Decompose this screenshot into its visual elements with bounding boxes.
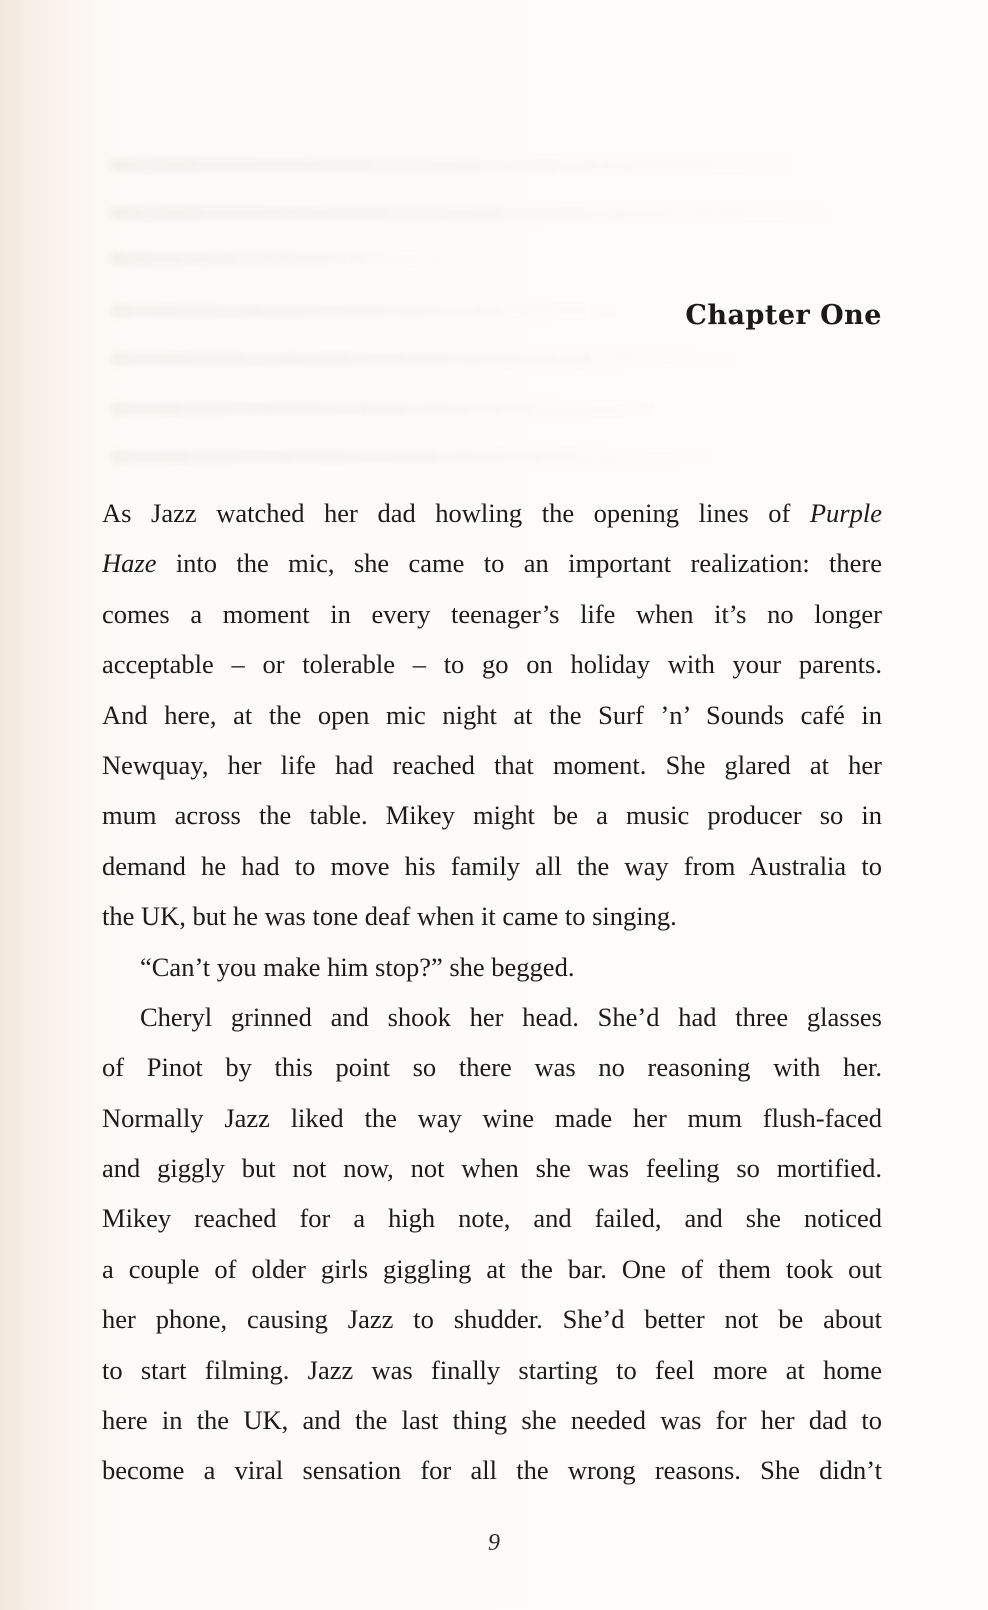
text-line: [102, 740, 882, 790]
text-line: [102, 589, 882, 639]
text-segment: of Pinot by this point so there was no reasoning with her.: [102, 1052, 882, 1083]
text-segment: Cheryl grinned and shook her head. She’d had three glasses: [140, 1001, 882, 1032]
show-through-mark: [110, 352, 750, 366]
text-line: [102, 690, 882, 740]
text-line: [102, 1093, 882, 1143]
text-line: [102, 1244, 882, 1294]
text-segment: a couple of older girls giggling at the bar. One of them took out: [102, 1253, 882, 1284]
show-through-mark: [110, 450, 730, 464]
text-line: [102, 1294, 882, 1344]
text-line: [102, 1042, 882, 1092]
show-through-mark: [110, 158, 810, 172]
text-segment: mum across the table. Mikey might be a music producer so in: [102, 800, 882, 831]
text-line: [102, 639, 882, 689]
show-through-mark: [110, 252, 450, 266]
text-line: [102, 1395, 882, 1445]
italic-text: Purple: [809, 498, 882, 528]
text-segment: As Jazz watched her dad howling the opening lines of: [102, 498, 810, 528]
text-line: [102, 841, 882, 891]
text-line: [102, 1345, 882, 1395]
text-line: [102, 891, 882, 941]
text-segment: and giggly but not now, not when she was feeling so mortified.: [102, 1153, 882, 1184]
text-line: [102, 992, 882, 1042]
italic-text: Haze: [102, 548, 157, 579]
text-segment: her phone, causing Jazz to shudder. She’d better not be about: [102, 1304, 882, 1335]
text-line: [102, 1143, 882, 1193]
chapter-title: Chapter One: [685, 300, 882, 331]
text-line: [102, 942, 882, 992]
text-segment: to start filming. Jazz was finally starting to feel more at home: [102, 1354, 882, 1385]
text-line: [102, 790, 882, 840]
page-number: 9: [488, 1530, 500, 1556]
text-line: [102, 488, 882, 538]
text-segment: here in the UK, and the last thing she needed was for her dad to: [102, 1405, 882, 1436]
show-through-mark: [110, 304, 630, 318]
text-segment: the UK, but he was tone deaf when it came to singing.: [102, 901, 677, 932]
text-segment: And here, at the open mic night at the Surf ’n’ Sounds café in: [102, 699, 882, 730]
text-segment: acceptable – or tolerable – to go on holiday with your parents.: [102, 649, 882, 680]
show-through-mark: [110, 206, 850, 220]
text-line: [102, 538, 882, 588]
text-segment: comes a moment in every teenager’s life when it’s no longer: [102, 598, 882, 629]
text-line: [102, 1193, 882, 1243]
text-segment: Newquay, her life had reached that moment. She glared at her: [102, 749, 882, 780]
text-segment: demand he had to move his family all the way from Australia to: [102, 850, 882, 881]
show-through-mark: [110, 402, 670, 416]
text-segment: into the mic, she came to an important realization: there: [156, 548, 882, 579]
text-line: [102, 1445, 882, 1495]
text-segment: become a viral sensation for all the wrong reasons. She didn’t: [102, 1455, 882, 1486]
text-segment: Normally Jazz liked the way wine made her mum flush-faced: [102, 1102, 882, 1133]
text-segment: “Can’t you make him stop?” she begged.: [140, 951, 575, 982]
text-segment: Mikey reached for a high note, and failed, and she noticed: [102, 1203, 882, 1234]
chapter-body-text: [102, 488, 882, 1496]
